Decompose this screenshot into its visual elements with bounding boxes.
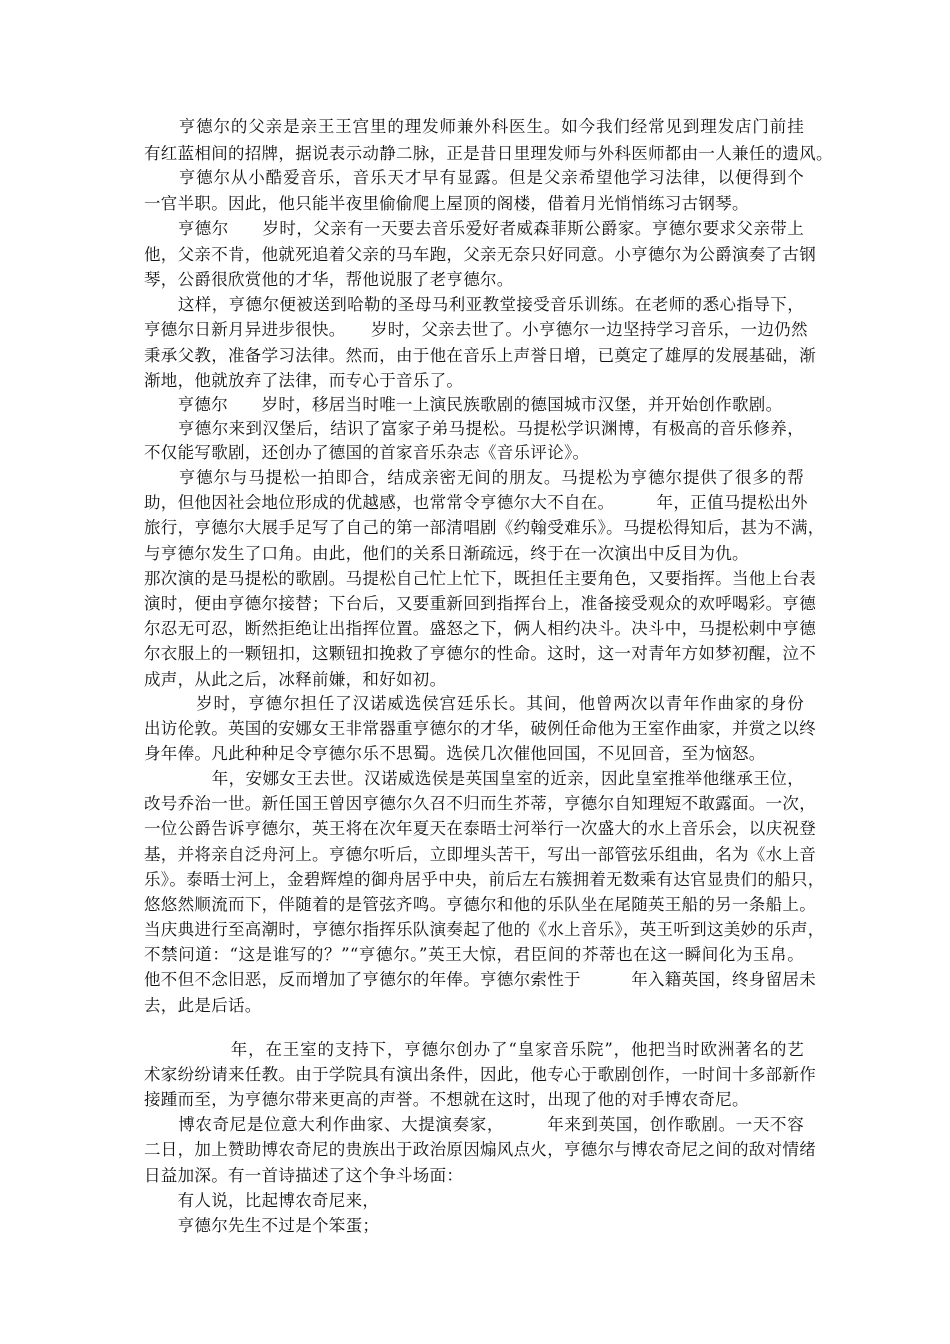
text-line: 一官半职。因此，他只能半夜里偷偷爬上屋顶的阁楼，借着月光悄悄练习古钢琴。 — [144, 194, 749, 213]
text-line: 尔衣服上的一颗钮扣，这颗钮扣挽救了亨德尔的性命。这时，这一对青年方如梦初醒，泣不 — [144, 644, 816, 663]
text-line: 出访伦敦。英国的安娜女王非常器重亨德尔的才华，破例任命他为王室作曲家，并赏之以终 — [144, 719, 816, 738]
text-line: 演时，便由亨德尔接替；下台后，又要重新回到指挥台上，准备接受观众的欢呼喝彩。亨德 — [144, 594, 816, 613]
text-line: 不仅能写歌剧，还创办了德国的首家音乐杂志《音乐评论》。 — [144, 443, 590, 462]
text-line: 琴，公爵很欣赏他的才华，帮他说服了老亨德尔。 — [144, 270, 514, 289]
text-line: 成声，从此之后，冰释前嫌，和好如初。 — [144, 670, 447, 689]
text-line: 接踵而至，为亨德尔带来更高的声誉。不想就在这时，出现了他的对手博农奇尼。 — [144, 1090, 749, 1109]
text-line: 二日，加上赞助博农奇尼的贵族出于政治原因煽风点火，亨德尔与博农奇尼之间的敌对情绪 — [144, 1140, 816, 1159]
text-line: 日益加深。有一首诗描述了这个争斗场面： — [144, 1166, 464, 1185]
text-line: 他不但不念旧恶，反而增加了亨德尔的年俸。亨德尔索性于 年入籍英国，终身留居未 — [144, 970, 816, 989]
text-line: 亨德尔日新月异进步很快。 岁时，父亲去世了。小亨德尔一边坚持学习音乐，一边仍然 — [144, 320, 808, 339]
text-line: 尔忍无可忍，断然拒绝让出指挥位置。盛怒之下，俩人相约决斗。决斗中，马提松刺中亨德 — [144, 619, 816, 638]
text-line: 与亨德尔发生了口角。由此，他们的关系日渐疏远，终于在一次演出中反目为仇。 — [144, 544, 749, 563]
text-line: 亨德尔 岁时，父亲有一天要去音乐爱好者威森菲斯公爵家。亨德尔要求父亲带上 — [144, 219, 804, 238]
text-line: 亨德尔的父亲是亲王王宫里的理发师兼外科医生。如今我们经常见到理发店门前挂 — [144, 117, 804, 136]
text-line: 有人说，比起博农奇尼来， — [144, 1191, 380, 1210]
text-line: 亨德尔与马提松一拍即合，结成亲密无间的朋友。马提松为亨德尔提供了很多的帮 — [144, 468, 804, 487]
text-line: 秉承父教，准备学习法律。然而，由于他在音乐上声誉日增，已奠定了雄厚的发展基础，渐 — [144, 346, 816, 365]
text-line: 不禁问道：“这是谁写的？”“亨德尔。”英王大惊，君臣间的芥蒂也在这一瞬间化为玉帛。 — [144, 945, 804, 964]
text-line: 去，此是后话。 — [144, 996, 262, 1015]
text-line: 改号乔治一世。新任国王曾因亨德尔久召不归而生芥蒂，亨德尔自知理短不敢露面。一次， — [144, 794, 816, 813]
text-line: 当庆典进行至高潮时，亨德尔指挥乐队演奏起了他的《水上音乐》，英王听到这美妙的乐声， — [144, 920, 825, 939]
text-line: 乐》。泰晤士河上，金碧辉煌的御舟居乎中央，前后左右簇拥着无数乘有达官显贵们的船只， — [144, 870, 825, 889]
text-line: 这样，亨德尔便被送到哈勒的圣母马利亚教堂接受音乐训练。在老师的悉心指导下， — [144, 295, 804, 314]
text-line: 助，但他因社会地位形成的优越感，也常常令亨德尔大不自在。 年，正值马提松出外 — [144, 493, 808, 512]
text-line: 亨德尔从小酷爱音乐，音乐天才早有显露。但是父亲希望他学习法律，以便得到个 — [144, 168, 804, 187]
text-line: 他，父亲不肯，他就死追着父亲的马车跑，父亲无奈只好同意。小亨德尔为公爵演奏了古钢 — [144, 245, 816, 264]
text-line: 基，并将亲自泛舟河上。亨德尔听后，立即埋头苦干，写出一部管弦乐组曲，名为《水上音 — [144, 845, 816, 864]
text-line: 术家纷纷请来任教。由于学院具有演出条件，因此，他专心于歌剧创作，一时间十多部新作 — [144, 1065, 816, 1084]
text-line: 年，安娜女王去世。汉诺威选侯是英国皇室的近亲，因此皇室推举他继承王位， — [144, 769, 804, 788]
text-line: 身年俸。凡此种种足令亨德尔乐不思蜀。选侯几次催他回国，不见回音，至为恼怒。 — [144, 744, 766, 763]
text-line: 亨德尔 岁时，移居当时唯一上演民族歌剧的德国城市汉堡，并开始创作歌剧。 — [144, 395, 783, 414]
text-line: 年，在王室的支持下，亨德尔创办了“皇家音乐院”，他把当时欧洲著名的艺 — [144, 1040, 804, 1059]
text-line: 亨德尔来到汉堡后，结识了富家子弟马提松。马提松学识渊博，有极高的音乐修养， — [144, 419, 804, 438]
text-line: 渐地，他就放弃了法律，而专心于音乐了。 — [144, 371, 464, 390]
text-line: 旅行，亨德尔大展手足写了自己的第一部清唱剧《约翰受难乐》。马提松得知后，甚为不满， — [144, 518, 825, 537]
text-line: 博农奇尼是位意大利作曲家、大提演奏家， 年来到英国，创作歌剧。一天不容 — [144, 1115, 804, 1134]
text-line: 悠悠然顺流而下，伴随着的是管弦齐鸣。亨德尔和他的乐队坐在尾随英王船的另一条船上。 — [144, 895, 816, 914]
text-line: 有红蓝相间的招牌，据说表示动静二脉，正是昔日里理发师与外科医师都由一人兼任的遗风。 — [144, 144, 833, 163]
text-line: 一位公爵告诉亨德尔，英王将在次年夏天在泰晤士河举行一次盛大的水上音乐会，以庆祝登 — [144, 819, 816, 838]
text-line: 岁时，亨德尔担任了汉诺威选侯宫廷乐长。其间，他曾两次以青年作曲家的身份 — [144, 694, 804, 713]
text-line: 亨德尔先生不过是个笨蛋； — [144, 1216, 380, 1235]
text-line: 那次演的是马提松的歌剧。马提松自己忙上忙下，既担任主要角色，又要指挥。当他上台表 — [144, 569, 816, 588]
